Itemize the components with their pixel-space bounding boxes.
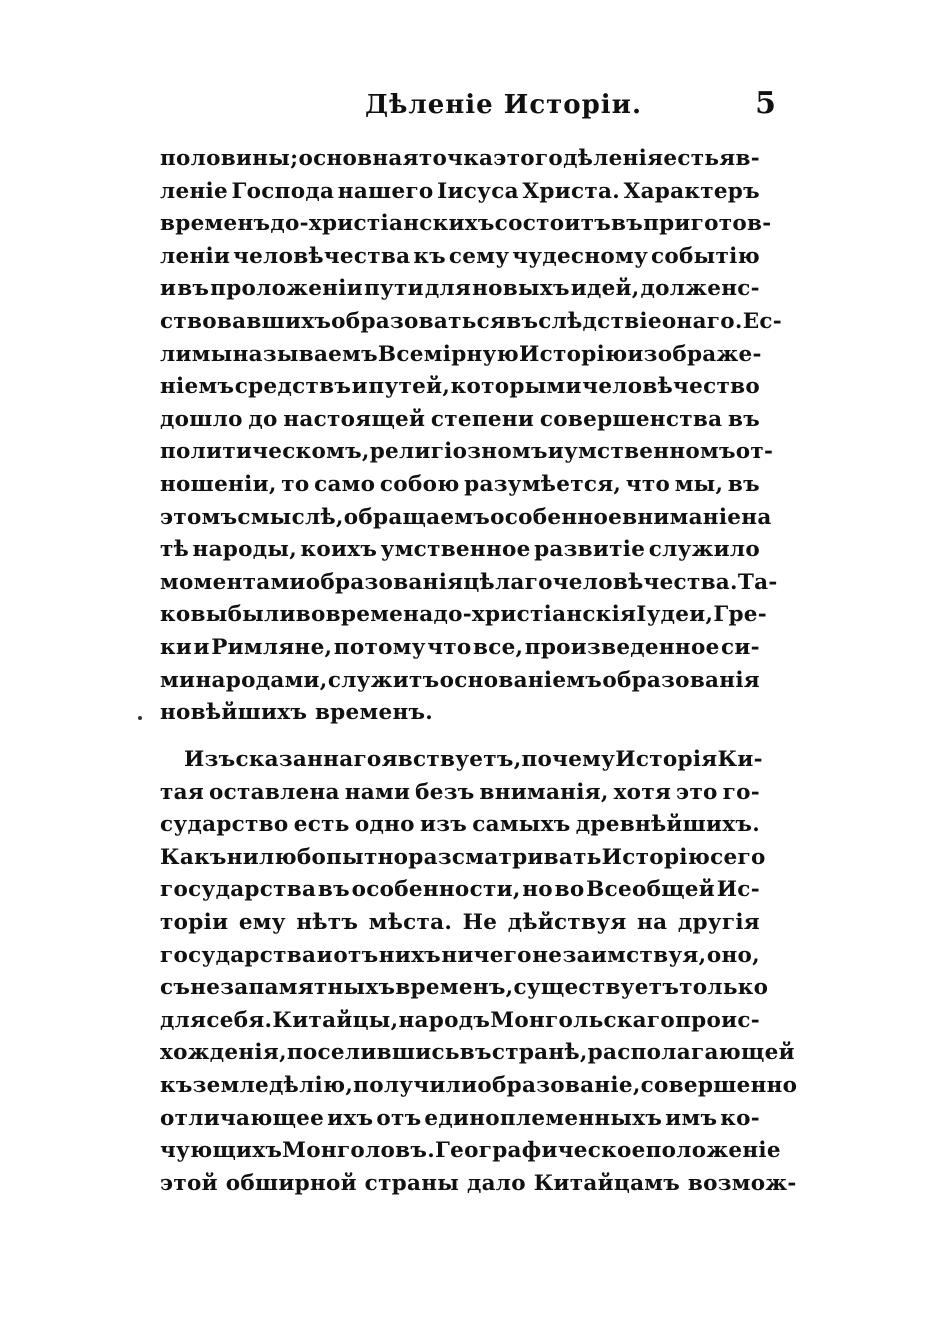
word: Исторію — [601, 844, 711, 870]
word: степени — [430, 406, 535, 432]
word: но — [522, 877, 553, 903]
word: называемъ — [232, 341, 378, 367]
word: пути — [363, 276, 424, 302]
word: Іудеи, — [636, 602, 714, 628]
word: другія — [677, 909, 760, 935]
word: одно — [354, 812, 415, 838]
word: Китайцамъ — [533, 1170, 688, 1196]
word: особенное — [490, 504, 623, 530]
text-line — [160, 339, 760, 372]
word: мѣста. — [368, 909, 453, 935]
word: тая — [160, 779, 205, 805]
word: развитіе — [534, 537, 646, 563]
word: политическомъ, — [160, 439, 370, 465]
word: самыхъ — [472, 812, 571, 838]
word: на — [741, 504, 772, 530]
word: состоитъ — [494, 211, 612, 237]
text-line — [160, 273, 760, 306]
word: образованія — [602, 667, 760, 693]
word: земледѣлію, — [192, 1072, 354, 1098]
word: чующихъ — [160, 1138, 283, 1164]
word: народы, — [192, 537, 298, 563]
word: то — [281, 471, 310, 497]
word: до-христіанскія — [433, 602, 637, 628]
text-line — [160, 907, 760, 940]
text-line — [160, 1070, 798, 1103]
word: Географическое — [434, 1138, 646, 1164]
word: этого — [493, 146, 564, 171]
word: времена — [325, 602, 434, 628]
word: и — [547, 439, 565, 465]
word: временъ. — [314, 700, 434, 726]
text-line — [160, 534, 760, 567]
word: поселившись — [286, 1040, 460, 1066]
word: въ — [177, 276, 210, 302]
word: временъ — [160, 211, 271, 237]
word: новѣйшихъ — [160, 700, 315, 726]
word: изображе- — [627, 341, 762, 367]
word: Исторію — [519, 341, 628, 367]
word: сего — [710, 844, 766, 870]
word: нѣтъ — [296, 909, 359, 935]
word: совершенно — [640, 1072, 798, 1098]
word: тѣ — [160, 537, 190, 563]
text-line — [160, 436, 774, 469]
word: образоваться — [331, 308, 507, 334]
word: и — [160, 276, 177, 302]
word: до — [248, 406, 278, 432]
word: совершенства — [539, 406, 723, 432]
text-line — [160, 874, 760, 907]
word: ношеніи, — [160, 471, 277, 497]
text-line — [160, 502, 772, 535]
word: долженс- — [640, 276, 760, 302]
word: Всеобщей — [586, 877, 716, 903]
word: ничего — [441, 942, 532, 968]
word: цѣлаго — [463, 569, 553, 595]
word: во — [295, 602, 326, 628]
word: приготов- — [643, 211, 772, 237]
word: хотя — [613, 779, 672, 805]
word: человѣчества — [233, 243, 411, 269]
word: все, — [472, 634, 524, 660]
word: Всемірную — [377, 341, 519, 367]
word: во — [554, 877, 585, 903]
word: си- — [721, 634, 760, 660]
word: съ — [160, 975, 191, 1001]
text-line — [160, 665, 760, 698]
word: ми — [160, 667, 196, 693]
word: леніи — [160, 243, 231, 269]
word: основаніемъ — [439, 667, 603, 693]
word: Монгольскаго — [490, 1007, 676, 1033]
word: человѣчества. — [552, 569, 738, 595]
word: произведенное — [524, 634, 720, 660]
text-line — [160, 972, 769, 1005]
word: сударство — [160, 812, 289, 838]
word: въ — [459, 1040, 492, 1066]
word: онаго. — [661, 308, 743, 334]
text-line — [160, 777, 760, 810]
word: ствовавшихъ — [160, 308, 332, 334]
word: особенности, — [351, 877, 521, 903]
word: Римляне, — [211, 634, 333, 660]
word: проис- — [675, 1007, 760, 1033]
word: государства — [160, 942, 317, 968]
word: Ис- — [716, 877, 760, 903]
word: существуетъ — [513, 975, 680, 1001]
word: дало — [466, 1170, 534, 1196]
word: образованія — [305, 569, 464, 595]
word: заимствуя, — [562, 942, 707, 968]
word: мы, — [674, 471, 724, 497]
word: оно, — [706, 942, 760, 968]
word: обращаемъ — [343, 504, 491, 530]
text-line — [160, 241, 760, 274]
word: средствъ — [234, 374, 352, 400]
text-line — [160, 306, 783, 339]
word: ніемъ — [160, 374, 235, 400]
word: нами — [344, 779, 411, 805]
word: идей, — [570, 276, 640, 302]
word: въ — [317, 877, 350, 903]
word: оставлена — [208, 779, 340, 805]
page-number: 5 — [755, 86, 776, 121]
word: изъ — [419, 812, 468, 838]
word: мы — [191, 341, 233, 367]
word: положеніе — [645, 1138, 781, 1164]
word: Господа — [231, 178, 335, 204]
word: въ — [727, 471, 760, 497]
word: обширной — [225, 1170, 365, 1196]
word: народами, — [195, 667, 328, 693]
word: событію — [650, 243, 760, 269]
word: этой — [160, 1170, 226, 1196]
word: и — [316, 942, 333, 968]
word: къ — [160, 1072, 193, 1098]
word: Ки- — [717, 747, 763, 772]
word: Христа. — [522, 178, 621, 204]
word: возмож- — [687, 1170, 797, 1196]
word: для — [160, 1007, 207, 1033]
word: ему — [238, 909, 286, 935]
word: от- — [735, 439, 774, 465]
word: что — [625, 471, 671, 497]
word: чудесному — [512, 243, 649, 269]
paragraph-1 — [160, 143, 783, 730]
word: странѣ, — [491, 1040, 588, 1066]
word: путей, — [368, 374, 451, 400]
text-line — [160, 1037, 795, 1070]
word: имъ — [665, 1105, 718, 1131]
text-line — [160, 1103, 760, 1136]
word: древнѣйшихъ. — [575, 812, 760, 838]
word: есть — [663, 146, 720, 171]
word: коихъ — [300, 537, 378, 563]
word: есть — [293, 812, 350, 838]
word: Ес- — [742, 308, 783, 334]
text-line — [160, 404, 760, 437]
word: государства — [160, 877, 317, 903]
word: располагающей — [587, 1040, 795, 1066]
ink-mark — [138, 716, 142, 720]
word: умственное — [380, 537, 531, 563]
word: Іисуса — [437, 178, 519, 204]
text-line — [160, 1005, 760, 1038]
text-line — [160, 371, 760, 404]
word: ки — [160, 634, 193, 660]
word: точка — [418, 146, 494, 171]
word: ко- — [720, 1105, 760, 1131]
word: собою — [379, 471, 460, 497]
word: половины; — [160, 146, 299, 171]
word: разумѣется, — [464, 471, 622, 497]
word: въ — [727, 406, 760, 432]
word: Монголовъ. — [282, 1138, 435, 1164]
text-line — [160, 1168, 797, 1201]
word: отличающее — [160, 1105, 325, 1131]
word: къ — [413, 243, 446, 269]
word: не — [532, 942, 563, 968]
word: этомъ — [160, 504, 238, 530]
word: настоящей — [283, 406, 426, 432]
word: безъ — [415, 779, 475, 805]
text-line — [160, 208, 772, 241]
word: что — [427, 634, 472, 660]
word: ни — [226, 844, 260, 870]
word: Не — [462, 909, 498, 935]
word: для — [424, 276, 472, 302]
word: единоплеменныхъ — [424, 1105, 663, 1131]
word: вниманіе — [622, 504, 742, 530]
word: леніе — [160, 178, 228, 204]
text-line — [160, 1135, 781, 1168]
word: служило — [648, 537, 760, 563]
word: которыми — [450, 374, 582, 400]
word: явствуетъ, — [381, 747, 522, 772]
word: себя. — [206, 1007, 273, 1033]
running-header — [160, 86, 780, 126]
word: были — [227, 602, 296, 628]
text-line — [160, 632, 760, 665]
chapter-title: Дѣленіе Исторіи. — [365, 90, 643, 120]
word: Та- — [737, 569, 778, 595]
word: сему — [448, 243, 510, 269]
word: незапамятныхъ — [190, 975, 396, 1001]
word: ковы — [160, 602, 228, 628]
word: го- — [722, 779, 760, 805]
word: дѣленія — [563, 146, 664, 171]
word: образованіе, — [477, 1072, 641, 1098]
text-line — [160, 176, 760, 209]
text-line — [160, 842, 766, 875]
word: смыслѣ, — [237, 504, 344, 530]
word: только — [679, 975, 769, 1001]
word: новыхъ — [472, 276, 570, 302]
text-line — [160, 940, 760, 973]
word: разсматривать — [408, 844, 602, 870]
word: нашего — [337, 178, 434, 204]
word: почему — [521, 747, 616, 772]
word: человѣчество — [582, 374, 760, 400]
word: получили — [353, 1072, 478, 1098]
word: Какъ — [160, 844, 227, 870]
text-line — [160, 143, 760, 176]
word: до-христіанскихъ — [270, 211, 495, 237]
word: это — [676, 779, 718, 805]
word: моментами — [160, 569, 306, 595]
word: въ — [506, 308, 539, 334]
word: Исторія — [615, 747, 718, 772]
word: служитъ — [327, 667, 440, 693]
word: Гре- — [713, 602, 767, 628]
word: въ — [611, 211, 644, 237]
text-line — [160, 469, 760, 502]
word: Китайцы, — [272, 1007, 399, 1033]
word: ли — [160, 341, 192, 367]
word: и — [351, 374, 368, 400]
word: на — [637, 909, 668, 935]
word: страны — [364, 1170, 467, 1196]
word: умственномъ — [564, 439, 736, 465]
word: религіозномъ — [369, 439, 548, 465]
word: дошло — [160, 406, 243, 432]
word: хожденія, — [160, 1040, 287, 1066]
word: основная — [298, 146, 419, 171]
word: дѣйствуя — [507, 909, 627, 935]
word: Изъ — [184, 747, 236, 772]
word: народъ — [398, 1007, 491, 1033]
word: сказаннаго — [235, 747, 382, 772]
word: отъ — [376, 1105, 422, 1131]
word: любопытно — [259, 844, 409, 870]
word: ихъ — [327, 1105, 374, 1131]
word: Характеръ — [623, 178, 760, 204]
word: проложеніи — [210, 276, 364, 302]
word: торіи — [160, 909, 229, 935]
text-line — [160, 697, 760, 730]
text-line — [160, 567, 778, 600]
word: вниманія, — [479, 779, 609, 805]
word: слѣдствіе — [538, 308, 662, 334]
word: отъ — [333, 942, 379, 968]
word: временъ, — [395, 975, 514, 1001]
word: само — [314, 471, 376, 497]
word: потому — [333, 634, 426, 660]
word: и — [193, 634, 210, 660]
word: яв- — [719, 146, 760, 171]
word: нихъ — [378, 942, 441, 968]
text-line — [160, 599, 767, 632]
paragraph-2 — [160, 744, 798, 1200]
text-line — [160, 809, 760, 842]
text-line — [160, 744, 763, 777]
